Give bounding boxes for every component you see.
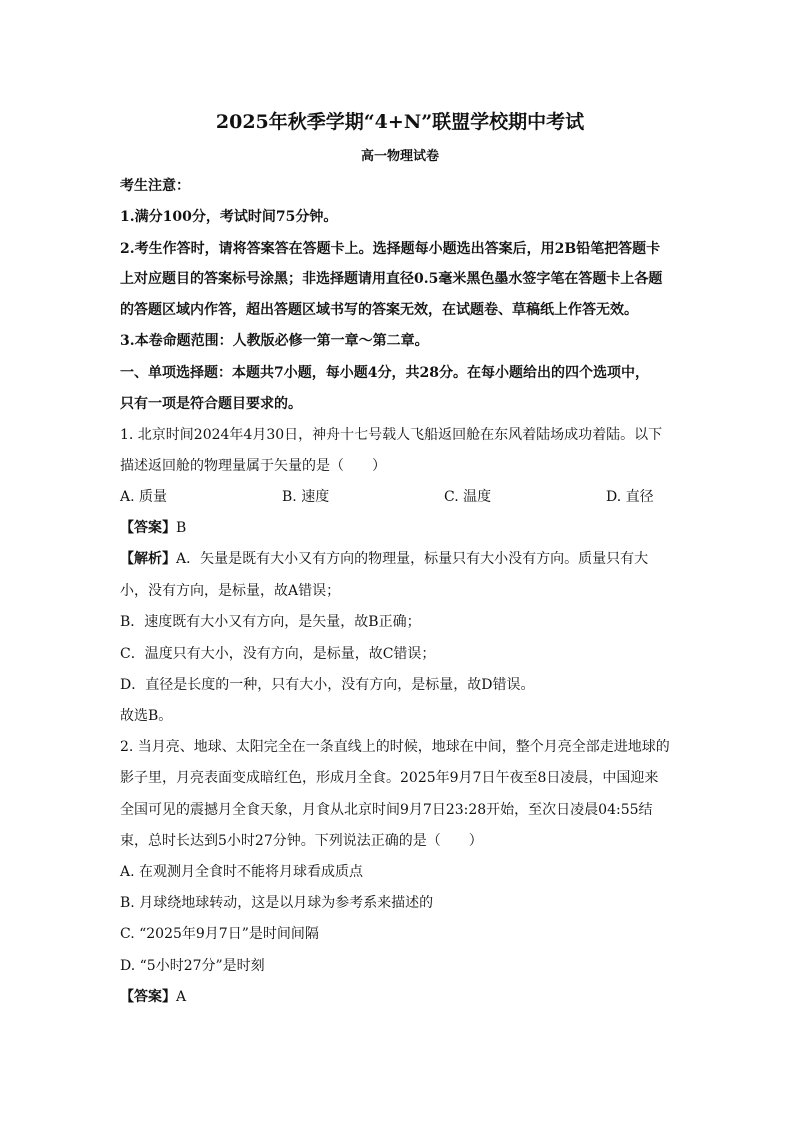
q1-analysis-1 xyxy=(120,550,648,568)
q2-stem-3: 全国可见的震撼月全食天象，月食从北京时间9月7日23:28开始，至次日凌晨04:55结 xyxy=(120,802,653,818)
q2-option-d: D. “5小时27分”是时刻 xyxy=(120,958,265,974)
answer-value: B xyxy=(176,520,187,536)
q2-stem-2: 影子里，月亮表面变成暗红色，形成月全食。2025年9月7日午夜至8日凌晨，中国迎来 xyxy=(120,770,659,786)
analysis-text: A．矢量是既有大小又有方向的物理量，标量只有大小没有方向。质量只有大 xyxy=(176,551,649,567)
exam-title: 2025年秋季学期“4+N”联盟学校期中考试 xyxy=(215,111,585,133)
analysis-tag: 【解析】 xyxy=(120,551,176,567)
q1-stem-1: 1. 北京时间2024年4月30日，神舟十七号载人飞船返回舱在东风着陆场成功着陆。以下 xyxy=(120,427,663,443)
notice-line-5: 3.本卷命题范围：人教版必修一第一章～第二章。 xyxy=(120,333,429,349)
notice-line-1: 1.满分100分，考试时间75分钟。 xyxy=(120,209,338,225)
q2-option-c: C. “2025年9月7日”是时间间隔 xyxy=(120,926,319,942)
notice-line-3: 上对应题目的答案标号涂黑；非选择题请用直径0.5毫米黑色墨水签字笔在答题卡上各题 xyxy=(120,271,663,287)
notice-line-2: 2.考生作答时，请将答案答在答题卡上。选择题每小题选出答案后，用2B铅笔把答题卡 xyxy=(120,241,661,257)
q2-option-b: B. 月球绕地球转动，这是以月球为参考系来描述的 xyxy=(120,895,434,911)
q1-stem-2: 描述返回舱的物理量属于矢量的是（ ） xyxy=(120,458,386,474)
q1-analysis-4: C．温度只有大小，没有方向，是标量，故C错误； xyxy=(120,646,436,662)
q2-option-a: A. 在观测月全食时不能将月球看成质点 xyxy=(120,864,364,880)
q1-analysis-5: D．直径是长度的一种，只有大小，没有方向，是标量，故D错误。 xyxy=(120,677,535,693)
q1-option-c: C. 温度 xyxy=(444,489,492,505)
q1-answer xyxy=(120,519,186,537)
q2-stem-4: 束，总时长达到5小时27分钟。下列说法正确的是（ ） xyxy=(120,833,483,849)
q1-analysis-2: 小，没有方向，是标量，故A错误； xyxy=(120,583,341,599)
q1-conclusion: 故选B。 xyxy=(120,708,173,724)
q1-option-d: D. 直径 xyxy=(606,489,654,505)
exam-subtitle: 高一物理试卷 xyxy=(360,149,439,164)
notice-line-4: 的答题区域内作答，超出答题区域书写的答案无效，在试题卷、草稿纸上作答无效。 xyxy=(120,302,638,318)
answer-value: A xyxy=(176,989,187,1005)
answer-tag: 【答案】 xyxy=(120,989,176,1005)
q1-option-a: A. 质量 xyxy=(120,489,168,505)
section-heading-2: 只有一项是符合题目要求的。 xyxy=(120,396,302,412)
section-heading-1: 一、单项选择题：本题共7小题，每小题4分，共28分。在每小题给出的四个选项中， xyxy=(120,365,649,381)
q2-answer xyxy=(120,988,186,1006)
q1-analysis-3: B．速度既有大小又有方向，是矢量，故B正确； xyxy=(120,614,421,630)
notice-heading: 考生注意： xyxy=(120,178,190,194)
answer-tag: 【答案】 xyxy=(120,520,176,536)
q2-stem-1: 2. 当月亮、地球、太阳完全在一条直线上的时候，地球在中间，整个月亮全部走进地球的 xyxy=(120,739,670,755)
q1-option-b: B. 速度 xyxy=(282,489,330,505)
